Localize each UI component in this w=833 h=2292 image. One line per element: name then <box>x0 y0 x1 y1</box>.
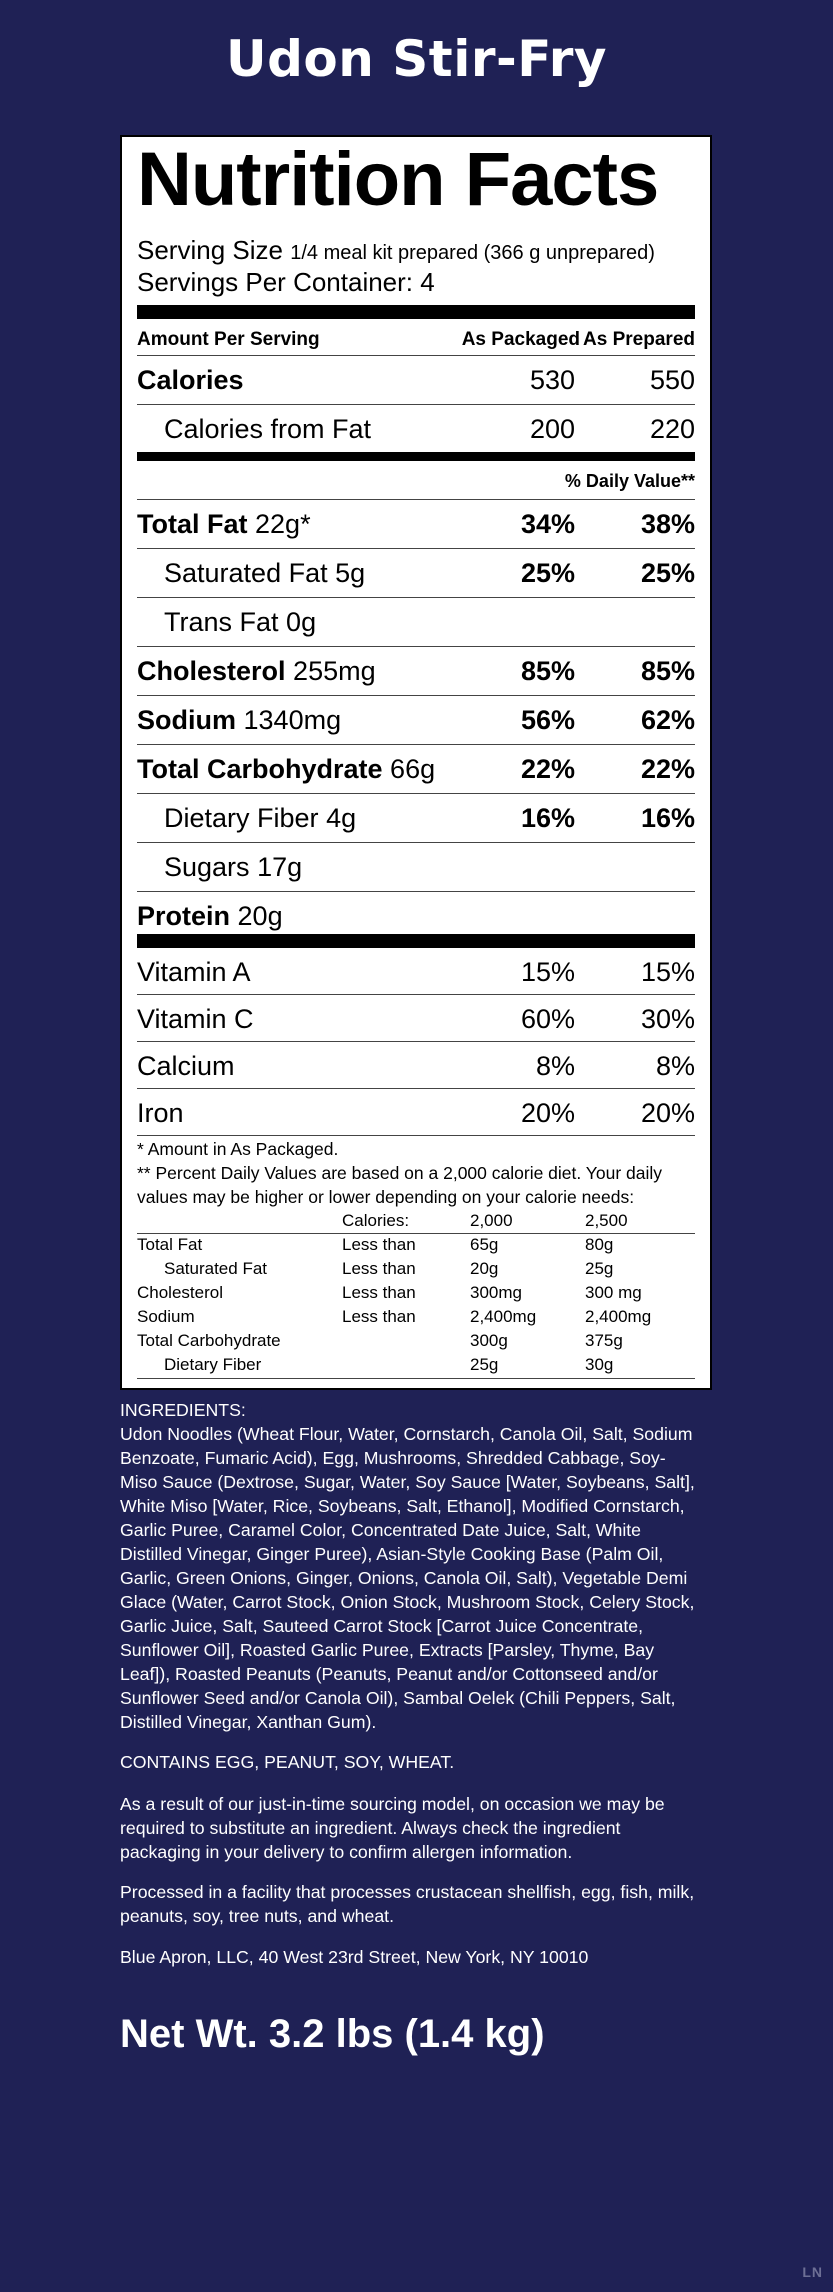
corner-mark: LN <box>802 2264 823 2280</box>
packaged-value: 60% <box>520 1004 575 1034</box>
ingredients-line: Sunflower Oil], Roasted Garlic Puree, Extracts [Parsley, Thyme, Bay <box>120 1640 655 1660</box>
dv-2500: 30g <box>585 1355 614 1374</box>
footnote-daily-value-1: ** Percent Daily Values are based on a 2,000 calorie diet. Your daily <box>137 1163 663 1183</box>
dv-nutrient: Cholesterol <box>137 1283 223 1302</box>
dv-2000: 300mg <box>470 1283 522 1302</box>
as-packaged-header: As Packaged <box>461 329 580 350</box>
nutrient-label: Total Carbohydrate <box>137 754 383 784</box>
footnote-amount: * Amount in As Packaged. <box>137 1139 339 1159</box>
packaged-value: 34% <box>520 509 575 539</box>
prepared-value: 16% <box>640 803 695 833</box>
dv-2500: 375g <box>585 1331 623 1350</box>
dv-calories-label: Calories: <box>342 1211 410 1230</box>
facility-notice <box>120 1880 720 1928</box>
nutrient-row-sodium <box>137 696 695 745</box>
net-weight: Net Wt. 3.2 lbs (1.4 kg) <box>120 2012 545 2056</box>
prepared-value: 550 <box>649 365 695 395</box>
nutrient-label: Protein <box>137 901 231 931</box>
footnote-daily-value-2: values may be higher or lower depending on your calorie needs: <box>137 1187 635 1207</box>
nutrient-row-saturated-fat <box>137 549 695 598</box>
nutrient-row-total-carbohydrate <box>137 745 695 794</box>
nutrient-label: Calories from Fat <box>164 414 372 444</box>
vitamin-row-calcium <box>137 1042 695 1089</box>
dv-table-row <box>137 1235 695 1259</box>
prepared-value: 8% <box>655 1051 695 1081</box>
nutrient-amount: 66g <box>390 754 436 784</box>
facility-line: Processed in a facility that processes crustacean shellfish, egg, fish, milk, <box>120 1882 695 1902</box>
dv-nutrient: Sodium <box>137 1307 195 1326</box>
dv-nutrient: Dietary Fiber <box>164 1355 262 1374</box>
prepared-value: 220 <box>649 414 695 444</box>
packaged-value: 200 <box>529 414 575 444</box>
ingredients-line: Garlic Juice, Salt, Sauteed Carrot Stock [Carrot Juice Concentrate, <box>120 1616 643 1636</box>
vitamin-label: Iron <box>137 1098 184 1128</box>
nutrient-row-cholesterol <box>137 647 695 696</box>
nutrient-label: Sugars <box>164 852 250 882</box>
nutrient-label: Sodium <box>137 705 236 735</box>
dv-table-row <box>137 1259 695 1283</box>
ingredients-line: Miso Sauce (Dextrose, Sugar, Water, Soy Sauce [Water, Soybeans, Salt], <box>120 1472 695 1492</box>
packaged-value: 530 <box>529 365 575 395</box>
dv-limit: Less than <box>342 1259 416 1278</box>
nutrient-row-dietary-fiber <box>137 794 695 843</box>
prepared-value: 22% <box>640 754 695 784</box>
ingredients-line: Distilled Vinegar, Xanthan Gum). <box>120 1712 377 1732</box>
ingredients-line: Sunflower Seed and/or Canola Oil), Sambal Oelek (Chili Peppers, Salt, <box>120 1688 676 1708</box>
packaged-value: 25% <box>520 558 575 588</box>
dv-2000: 20g <box>470 1259 499 1278</box>
vitamin-label: Vitamin C <box>137 1004 254 1034</box>
vitamin-row-vitamin-c <box>137 995 695 1042</box>
nutrient-name <box>137 705 341 736</box>
packaged-value: 8% <box>535 1051 575 1081</box>
nutrient-name <box>164 803 356 834</box>
nutrient-label: Dietary Fiber <box>164 803 319 833</box>
dv-2000-header: 2,000 <box>470 1211 513 1230</box>
nutrient-row-calories-from-fat <box>137 405 695 453</box>
prepared-value: 30% <box>640 1004 695 1034</box>
as-prepared-header: As Prepared <box>583 329 695 350</box>
divider <box>137 1378 695 1379</box>
sourcing-line: As a result of our just-in-time sourcing model, on occasion we may be <box>120 1794 665 1814</box>
dv-table-row <box>137 1307 695 1331</box>
packaged-value: 15% <box>520 957 575 987</box>
ingredients-line: Garlic, Green Onions, Ginger, Onions, Canola Oil, Salt), Vegetable Demi <box>120 1568 688 1588</box>
dv-table-row <box>137 1283 695 1307</box>
ingredients-section <box>120 1398 720 1734</box>
nutrient-amount: 255mg <box>293 656 376 686</box>
dv-2000: 65g <box>470 1235 499 1254</box>
prepared-value: 15% <box>640 957 695 987</box>
dv-2000: 300g <box>470 1331 508 1350</box>
nutrient-name <box>164 852 302 883</box>
serving-size-value: 1/4 meal kit prepared (366 g unprepared) <box>290 242 655 264</box>
ingredients-heading: INGREDIENTS: <box>120 1400 246 1420</box>
vitamin-row-vitamin-a <box>137 948 695 995</box>
medium-divider <box>137 452 695 461</box>
facility-line: peanuts, soy, tree nuts, and wheat. <box>120 1906 394 1926</box>
serving-size <box>137 235 655 266</box>
amount-header-row <box>137 325 695 355</box>
nutrient-row-trans-fat <box>137 598 695 647</box>
vitamin-label: Calcium <box>137 1051 235 1081</box>
product-title: Udon Stir-Fry <box>226 30 607 88</box>
dv-limit: Less than <box>342 1283 416 1302</box>
dv-table-row <box>137 1331 695 1355</box>
amount-per-serving-label: Amount Per Serving <box>137 329 320 350</box>
nutrition-facts-panel <box>120 135 712 1390</box>
ingredients-line: Distilled Vinegar, Ginger Puree), Asian-Style Cooking Base (Palm Oil, <box>120 1544 664 1564</box>
dv-limit: Less than <box>342 1307 416 1326</box>
dv-nutrient: Total Fat <box>137 1235 203 1254</box>
dv-2500: 2,400mg <box>585 1307 652 1326</box>
nutrient-name <box>137 901 283 932</box>
nutrient-amount: 5g <box>335 558 366 588</box>
dv-2000: 2,400mg <box>470 1307 537 1326</box>
nutrient-row-calories <box>137 356 695 405</box>
nutrient-name <box>164 607 316 638</box>
serving-size-label: Serving Size <box>137 235 283 265</box>
dv-limit: Less than <box>342 1235 416 1254</box>
servings-per-container: Servings Per Container: 4 <box>137 267 435 297</box>
nutrient-name <box>137 754 435 785</box>
sourcing-line: required to substitute an ingredient. Always check the ingredient <box>120 1818 621 1838</box>
thick-divider <box>137 934 695 948</box>
nutrient-label: Trans Fat <box>164 607 279 637</box>
nutrient-label: Saturated Fat <box>164 558 328 588</box>
ingredients-line: Garlic Puree, Caramel Color, Concentrated Date Juice, Salt, White <box>120 1520 642 1540</box>
packaged-value: 20% <box>520 1098 575 1128</box>
packaged-value: 56% <box>520 705 575 735</box>
nutrient-amount: 1340mg <box>243 705 342 735</box>
prepared-value: 25% <box>640 558 695 588</box>
nutrient-name <box>137 509 311 540</box>
dv-nutrient: Saturated Fat <box>164 1259 268 1278</box>
divider <box>137 1233 695 1234</box>
dv-2500-header: 2,500 <box>585 1211 628 1230</box>
company-address: Blue Apron, LLC, 40 West 23rd Street, New York, NY 10010 <box>120 1947 589 1967</box>
ingredients-line: Glace (Water, Carrot Stock, Onion Stock, Mushroom Stock, Celery Stock, <box>120 1592 695 1612</box>
daily-value-header-row <box>137 467 695 500</box>
packaged-value: 22% <box>520 754 575 784</box>
vitamin-label: Vitamin A <box>137 957 251 987</box>
packaged-value: 16% <box>520 803 575 833</box>
nutrient-amount: 22g* <box>255 509 311 539</box>
dv-2500: 80g <box>585 1235 614 1254</box>
vitamin-row-iron <box>137 1089 695 1136</box>
nutrient-label: Cholesterol <box>137 656 286 686</box>
dv-2000: 25g <box>470 1355 499 1374</box>
ingredients-line: Benzoate, Fumaric Acid), Egg, Mushrooms, Shredded Cabbage, Soy- <box>120 1448 666 1468</box>
sourcing-line: packaging in your delivery to confirm allergen information. <box>120 1842 573 1862</box>
dv-2500: 25g <box>585 1259 614 1278</box>
nutrient-label: Total Fat <box>137 509 248 539</box>
nutrient-label: Calories <box>137 365 244 395</box>
nutrient-name <box>137 365 244 396</box>
dv-nutrient: Total Carbohydrate <box>137 1331 281 1350</box>
ingredients-line: Udon Noodles (Wheat Flour, Water, Cornstarch, Canola Oil, Salt, Sodium <box>120 1424 693 1444</box>
sourcing-notice <box>120 1792 720 1864</box>
nutrient-row-protein <box>137 892 695 940</box>
nutrient-amount: 17g <box>257 852 303 882</box>
dv-table-header <box>137 1211 695 1235</box>
nutrient-amount: 0g <box>286 607 317 637</box>
thick-divider <box>137 305 695 319</box>
prepared-value: 62% <box>640 705 695 735</box>
dv-2500: 300 mg <box>585 1283 642 1302</box>
prepared-value: 20% <box>640 1098 695 1128</box>
nutrient-amount: 20g <box>237 901 283 931</box>
packaged-value: 85% <box>520 656 575 686</box>
nutrition-facts-heading: Nutrition Facts <box>137 137 659 222</box>
nutrient-row-sugars <box>137 843 695 892</box>
nutrient-row-total-fat <box>137 500 695 549</box>
allergen-statement: CONTAINS EGG, PEANUT, SOY, WHEAT. <box>120 1752 455 1772</box>
nutrient-amount: 4g <box>326 803 357 833</box>
nutrient-name <box>137 656 376 687</box>
ingredients-line: White Miso [Water, Rice, Soybeans, Salt, Ethanol], Modified Cornstarch, <box>120 1496 685 1516</box>
prepared-value: 38% <box>640 509 695 539</box>
daily-value-header: % Daily Value** <box>564 471 695 491</box>
prepared-value: 85% <box>640 656 695 686</box>
ingredients-line: Leaf]), Roasted Peanuts (Peanuts, Peanut and/or Cottonseed and/or <box>120 1664 658 1684</box>
dv-table-row <box>137 1355 695 1379</box>
nutrient-name <box>164 558 365 589</box>
